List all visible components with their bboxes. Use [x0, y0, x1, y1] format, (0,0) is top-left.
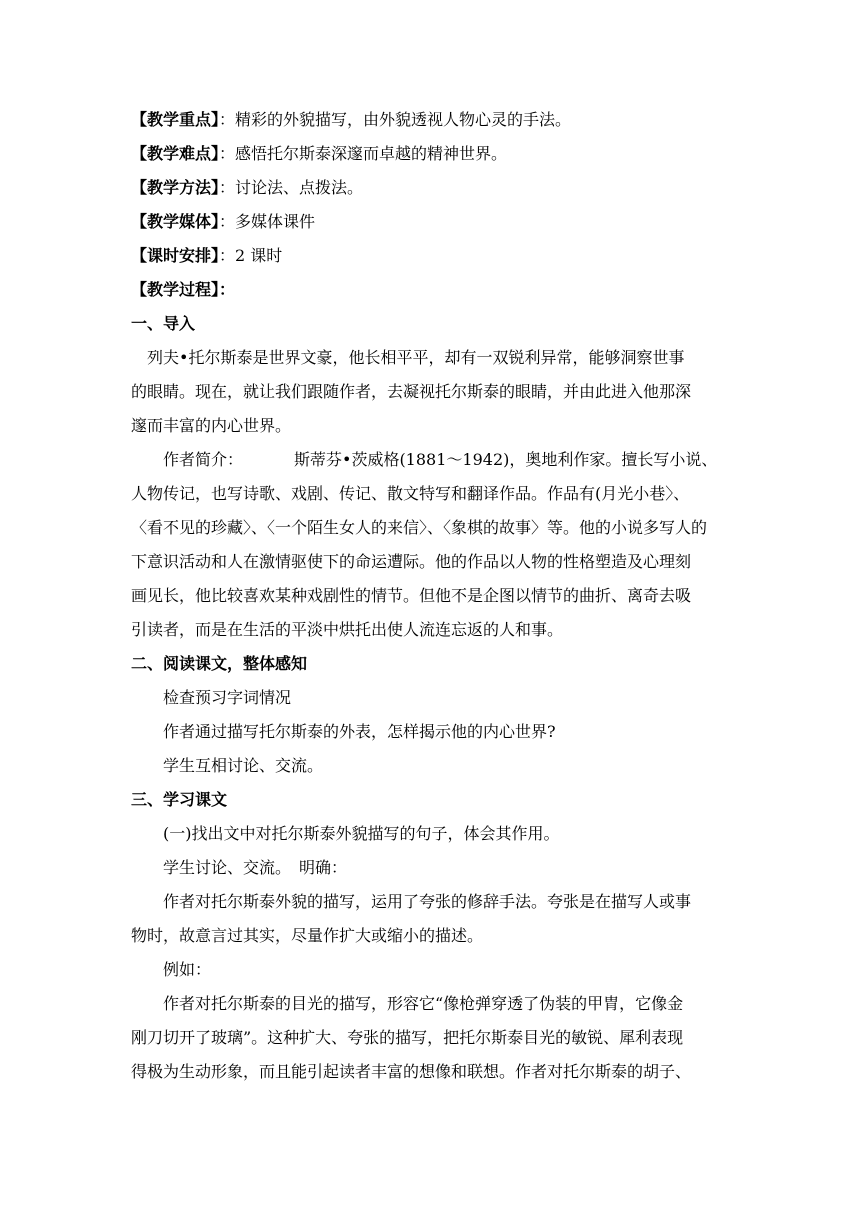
- media-text: ：多媒体课件: [219, 212, 316, 231]
- key-points-row: [131, 110, 571, 130]
- difficulties-row: [131, 144, 507, 164]
- study-line-2: 学生讨论、交流。 明确：: [163, 858, 348, 877]
- study-line-6: 作者对托尔斯泰的目光的描写，形容它“像枪弹穿透了伪装的甲胄，它像金: [163, 994, 684, 1013]
- process-text: ：: [219, 280, 236, 299]
- intro-line-3: 邃而丰富的内心世界。: [131, 416, 292, 435]
- study-line-7: 刚刀切开了玻璃”。这种扩大、夸张的描写，把托尔斯泰目光的敏锐、犀利表现: [131, 1028, 684, 1047]
- methods-row: [131, 178, 363, 198]
- schedule-text: ：2 课时: [219, 246, 283, 265]
- study-heading: 三、学习课文: [131, 790, 228, 809]
- key-points-label: 【教学重点】: [131, 110, 220, 129]
- study-line-5: 例如：: [163, 960, 212, 979]
- intro-heading: 一、导入: [131, 314, 196, 333]
- key-points-text: ：精彩的外貌描写，由外貌透视人物心灵的手法。: [219, 110, 572, 129]
- methods-label: 【教学方法】: [131, 178, 220, 197]
- difficulties-label: 【教学难点】: [131, 144, 220, 163]
- author-line-2: 人物传记，也写诗歌、戏剧、传记、散文特写和翻译作品。作品有(月光小巷〉、: [131, 484, 690, 503]
- process-row: [131, 280, 235, 300]
- intro-line-2: 的眼睛。现在，就让我们跟随作者，去凝视托尔斯泰的眼睛，并由此进入他那深: [131, 382, 692, 401]
- media-label: 【教学媒体】: [131, 212, 220, 231]
- read-heading: 二、阅读课文，整体感知: [131, 654, 308, 673]
- schedule-row: [131, 246, 282, 266]
- study-line-1: (一)找出文中对托尔斯泰外貌描写的句子，体会其作用。: [163, 824, 560, 843]
- difficulties-text: ：感悟托尔斯泰深邃而卓越的精神世界。: [219, 144, 508, 163]
- study-line-4: 物时，故意言过其实，尽量作扩大或缩小的描述。: [131, 926, 484, 945]
- media-row: [131, 212, 315, 232]
- process-label: 【教学过程】: [131, 280, 220, 299]
- schedule-label: 【课时安排】: [131, 246, 220, 265]
- author-line-1: 斯蒂芬•茨威格(1881～1942)，奥地利作家。擅长写小说、: [294, 450, 718, 469]
- study-line-8: 得极为生动形象，而且能引起读者丰富的想像和联想。作者对托尔斯泰的胡子、: [131, 1062, 692, 1081]
- read-line-3: 学生互相讨论、交流。: [163, 756, 324, 775]
- study-line-3: 作者对托尔斯泰外貌的描写，运用了夸张的修辞手法。夸张是在描写人或事: [163, 892, 692, 911]
- intro-line-1: 列夫•托尔斯泰是世界文豪，他长相平平，却有一双锐利异常，能够洞察世事: [147, 348, 685, 367]
- read-line-1: 检查预习字词情况: [163, 688, 292, 707]
- methods-text: ：讨论法、点拨法。: [219, 178, 364, 197]
- author-intro-label: 作者简介：: [163, 450, 244, 469]
- author-line-4: 下意识活动和人在激情驱使下的命运遭际。他的作品以人物的性格塑造及心理刻: [131, 552, 692, 571]
- read-line-2: 作者通过描写托尔斯泰的外表，怎样揭示他的内心世界?: [163, 722, 556, 741]
- author-line-6: 引读者，而是在生活的平淡中烘托出使人流连忘返的人和事。: [131, 620, 564, 639]
- author-line-5: 画见长，他比较喜欢某种戏剧性的情节。但他不是企图以情节的曲折、离奇去吸: [131, 586, 692, 605]
- author-line-3: 〈看不见的珍藏〉、〈一个陌生女人的来信〉、〈象棋的故事〉等。他的小说多写人的: [131, 518, 708, 537]
